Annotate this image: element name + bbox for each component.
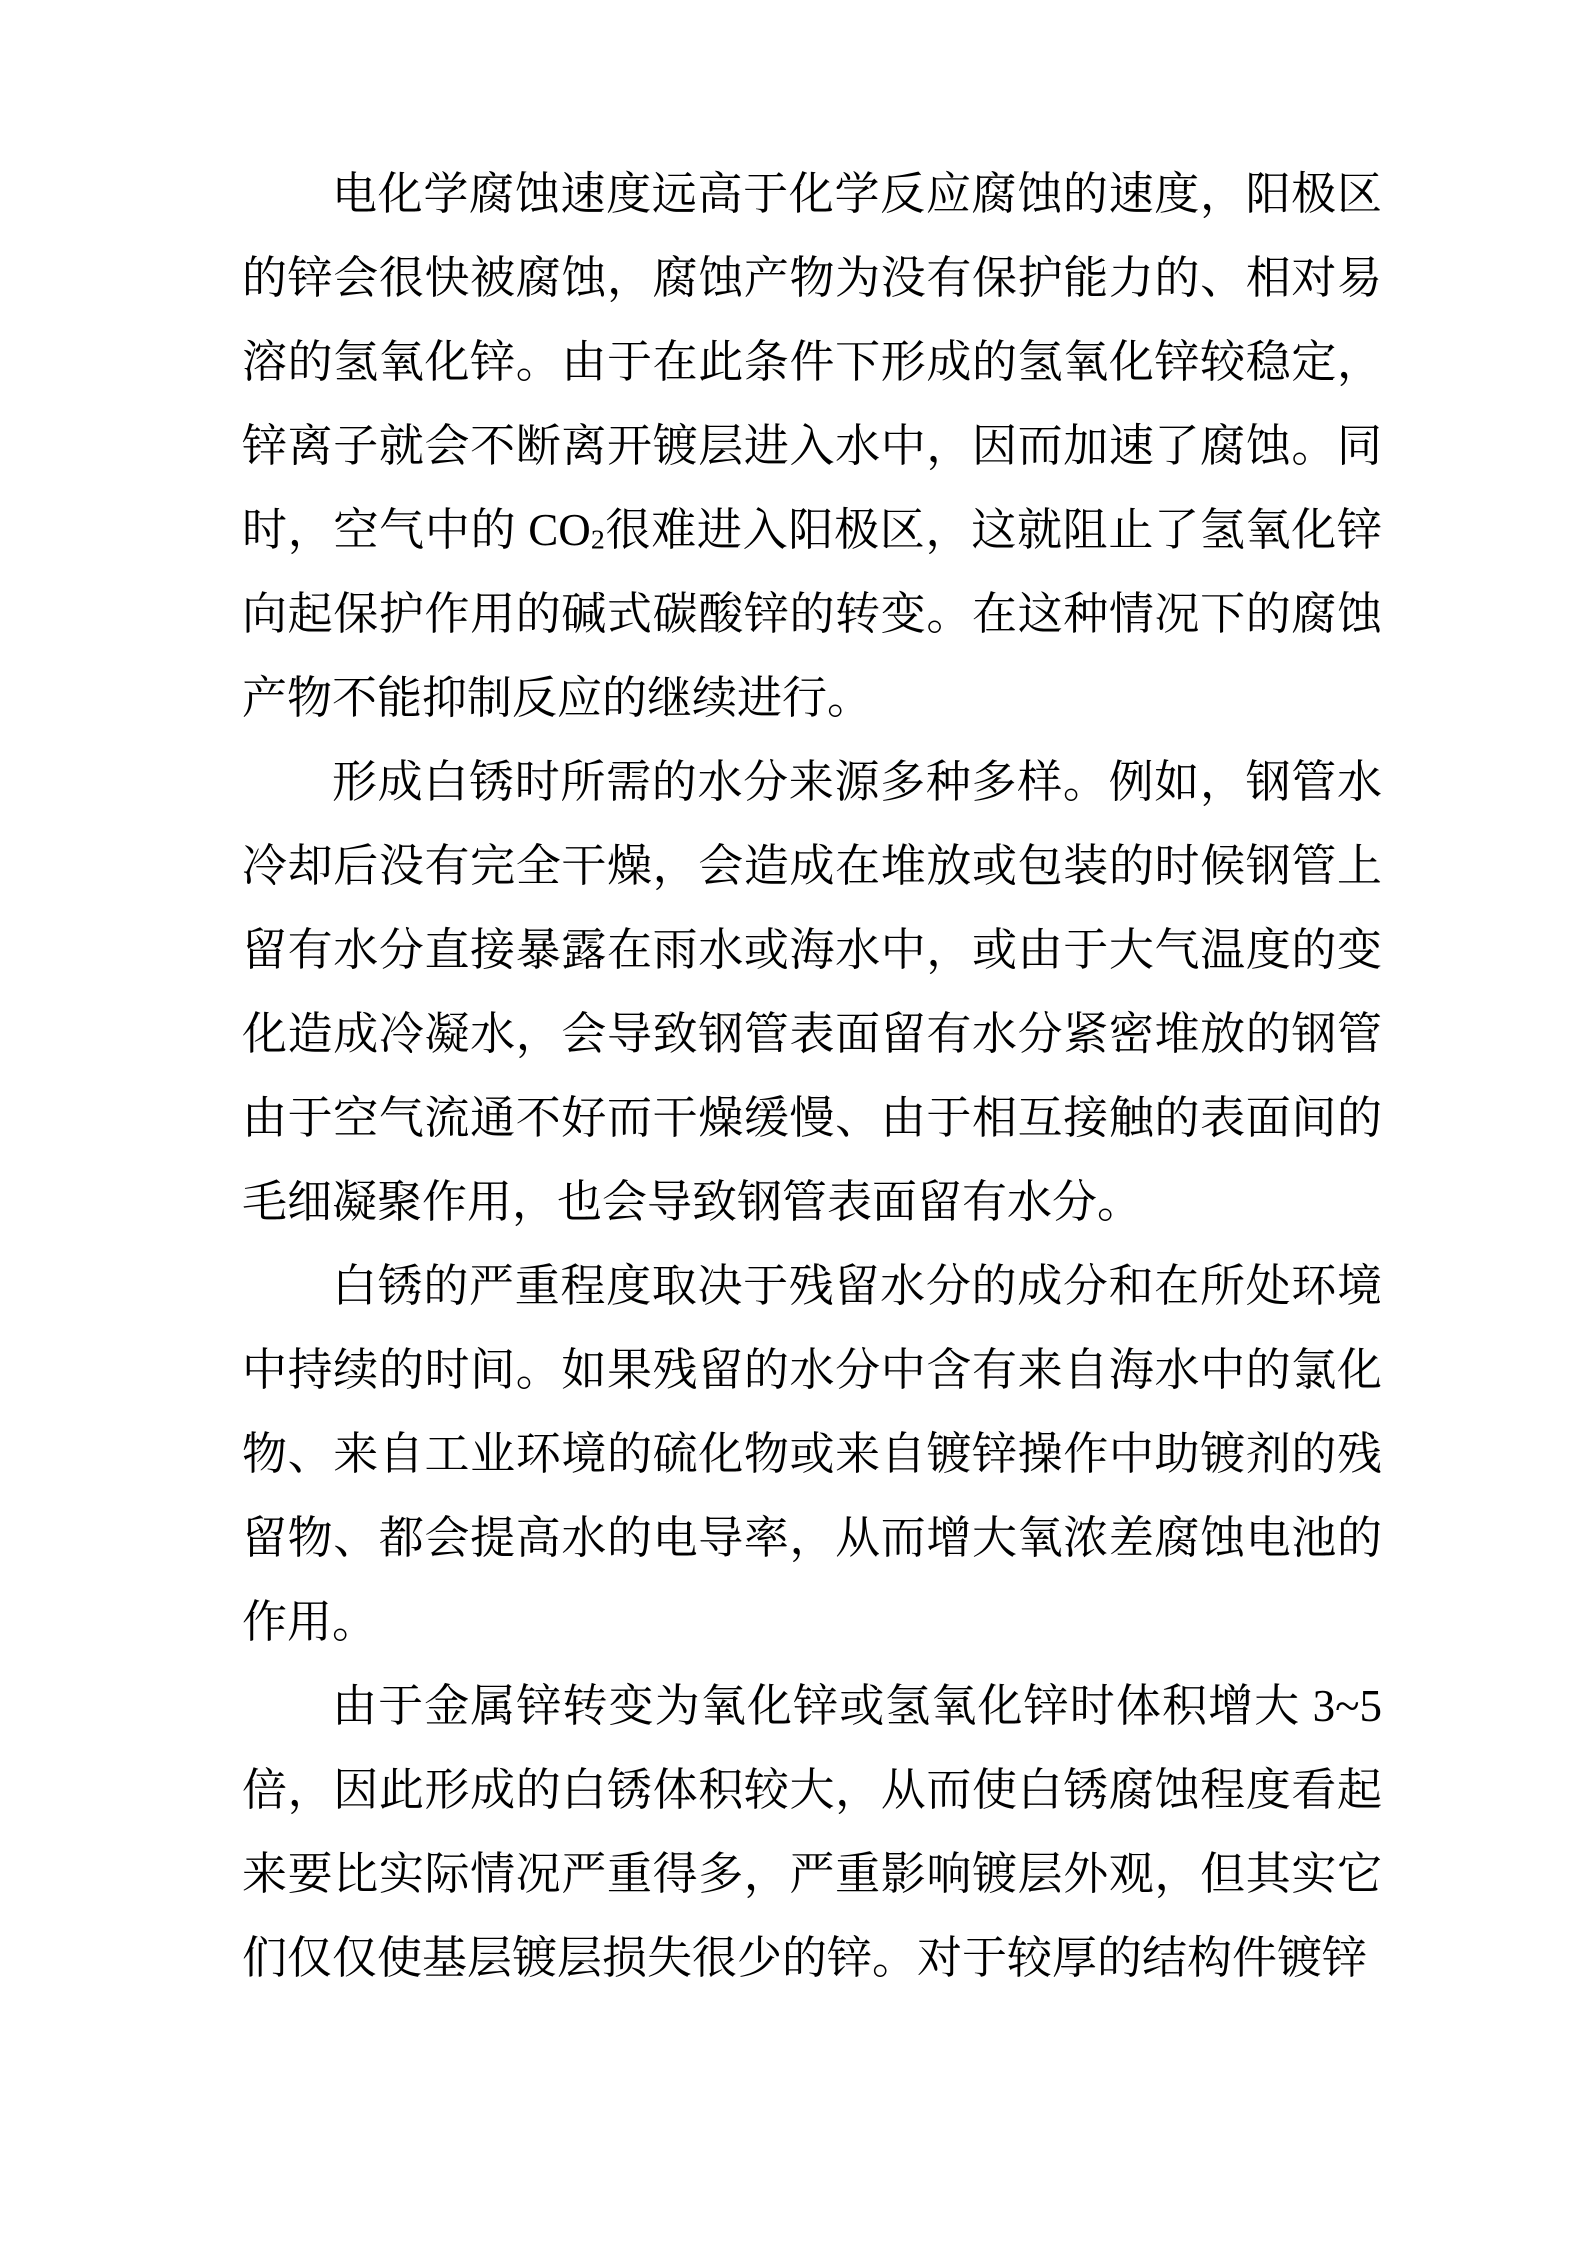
- text-run: 形成白锈时所需的水分来源多种多样。例如，钢管水冷却后没有完全干燥，会造成在堆放或包装的时候钢管上留有水分直接暴露在雨水或海水中，或由于大气温度的变化造成冷凝水，会导致钢管表面留有水分紧密堆放的钢管由于空气流通不好而干燥缓慢、由于相互接触的表面间的毛细凝聚作用，也会导致钢管表面留有水分。: [242, 757, 1382, 1227]
- text-run: 电化学腐蚀速度远高于化学反应腐蚀的速度，阳极区的锌会很快被腐蚀，腐蚀产物为没有保护能力的、相对易溶的氢氧化锌。由于在此条件下形成的氢氧化锌较稳定，锌离子就会不断离开镀层进入水中，因而加速了腐蚀。同时，空气中的 CO: [242, 169, 1382, 555]
- paragraph-3: [242, 1244, 1382, 1664]
- subscript-text: 2: [590, 524, 605, 556]
- text-run: 很难进入阳极区，这就阻止了氢氧化锌向起保护作用的碱式碳酸锌的转变。在这种情况下的腐蚀产物不能抑制反应的继续进行。: [242, 505, 1382, 723]
- text-block: [242, 152, 1382, 2000]
- text-run: 白锈的严重程度取决于残留水分的成分和在所处环境中持续的时间。如果残留的水分中含有来自海水中的氯化物、来自工业环境的硫化物或来自镀锌操作中助镀剂的残留物、都会提高水的电导率，从而增大氧浓差腐蚀电池的作用。: [242, 1261, 1382, 1647]
- paragraph-1: [242, 152, 1382, 740]
- paragraph-4: [242, 1664, 1382, 2000]
- paragraph-2: [242, 740, 1382, 1244]
- text-run: 由于金属锌转变为氧化锌或氢氧化锌时体积增大 3~5倍，因此形成的白锈体积较大，从而使白锈腐蚀程度看起来要比实际情况严重得多，严重影响镀层外观，但其实它们仅仅使基层镀层损失很少的锌。对于较厚的结构件镀锌: [242, 1681, 1382, 1983]
